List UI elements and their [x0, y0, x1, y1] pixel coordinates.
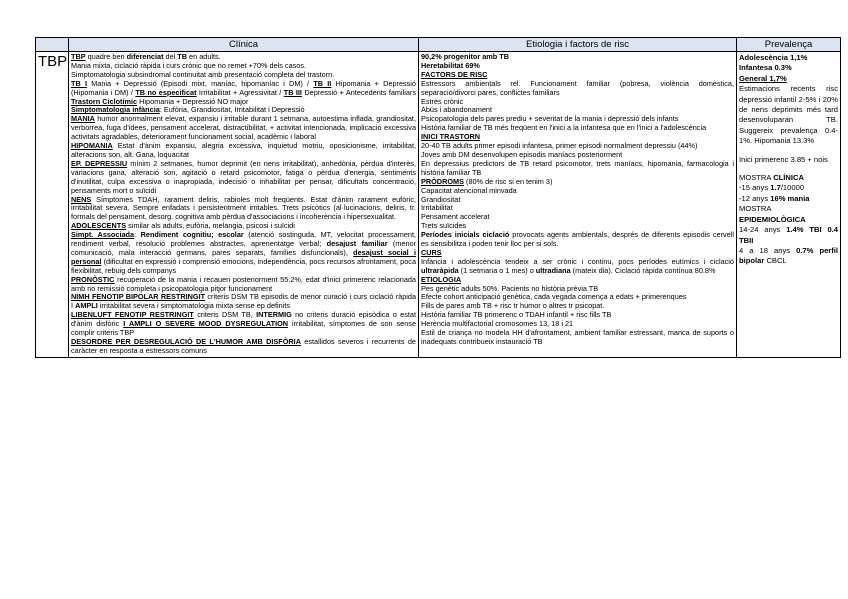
clinica-text: : Eufòria, Grandiositat, Irritabilitat i Depressió	[159, 105, 305, 115]
clinica-emphasis: TB no especificat	[135, 87, 197, 97]
prevalenca-text: Estimacions recents risc depressió infantil 2-5% i 20% de nens deprimits més tard desenvoluparan TB. Suggereix prevalença 0.4-1%. Hipomania 13.3%	[739, 84, 838, 146]
clinica-text: :	[134, 230, 141, 240]
etiologia-paragraph	[421, 187, 734, 196]
etiologia-text: Trets suïcides	[421, 221, 467, 231]
clinica-paragraph	[71, 311, 416, 338]
etiologia-text: Infància i adolescència tendeix a ser crònic i continu, pocs períodes eutímics i ciclació	[421, 256, 734, 266]
prevalenca-text: CBCL	[764, 256, 787, 266]
clinica-emphasis: HIPOMANIA	[71, 141, 113, 151]
clinica-text: recuperació de la mania i recauen posteriorment 55.2%, edat d'inici primerenc relacionada amb no remissió completa i psicopatologia pitjor funcionament	[71, 274, 416, 293]
clinica-emphasis: TB I	[71, 78, 87, 88]
prevalenca-paragraph	[739, 74, 838, 84]
prevalenca-paragraph	[739, 204, 838, 214]
etiologia-text: En depressius predictors de TB retard psicomotor, trets maníacs, hipomania, farmacologia i història familiar TB	[421, 158, 734, 177]
clinica-emphasis: NIMH FENOTIP BIPOLAR RESTRINGIT	[71, 292, 206, 302]
clinica-paragraph	[71, 80, 416, 107]
prevalenca-text: MOSTRA	[739, 204, 772, 214]
prevalenca-text: 14-24 anys	[739, 225, 787, 235]
etiologia-text: Pes genètic adults 50%. Pacients no història prèvia TB	[421, 283, 599, 293]
prevalenca-paragraph	[739, 215, 838, 225]
prevalenca-text: Inici primerenc 3.85 + nois	[739, 154, 828, 164]
clinica-text: Simptomatologia subsindromal continuitat amb presentació completa del trastorn.	[71, 69, 335, 79]
clinica-paragraph	[71, 276, 416, 294]
clinica-emphasis: Simptomatologia infància	[71, 105, 160, 115]
clinica-text: Mania + Depressió (Episodi mixt, maníac, hipomaníac i DM) /	[86, 78, 314, 88]
clinica-emphasis: TB II	[313, 78, 332, 88]
clinica-text: en adults.	[187, 52, 221, 61]
header-empty	[36, 38, 69, 52]
clinica-text: Mania mixta, ciclació ràpida i curs crònic que no remet +70% dels casos.	[71, 60, 307, 70]
etiologia-emphasis: CURS	[421, 247, 442, 257]
clinica-emphasis: NENS	[71, 194, 92, 204]
clinica-text: Irritabilitat + Agressivitat /	[196, 87, 284, 97]
prevalenca-emphasis: 1.7	[770, 183, 781, 193]
clinica-text: Depressió + Antecedents familiars	[301, 87, 417, 97]
prevalenca-emphasis: Infantesa 0.3%	[739, 63, 792, 73]
etiologia-emphasis: Heretabilitat 69%	[421, 60, 480, 70]
etiologia-text: Psicopatologia dels pares prediu + severitat de la mania i depressió dels infants	[421, 114, 679, 124]
prevalenca-emphasis: 0.7% perfil bipolar	[739, 245, 839, 266]
clinica-paragraph	[71, 160, 416, 196]
etiologia-text: Estrès crònic	[421, 96, 464, 106]
prevalenca-paragraph	[739, 225, 838, 246]
clinica-emphasis: Simpt. Associada	[71, 230, 135, 240]
prevalenca-paragraph	[739, 84, 838, 146]
etiologia-text: Estressors ambientals rel. Funcionament familiar (pobresa, violència domèstica, separació/divorci pares, conflictes familiars	[421, 78, 734, 97]
etiologia-text: Grandiositat	[421, 194, 461, 204]
etiologia-text: (1 setmana o 1 mes) o	[458, 265, 536, 275]
prevalenca-paragraph	[739, 147, 838, 155]
etiologia-text: Història familiar de TB més freqüent en l'inici a la infantesa que en l'inici a l'adolescència	[421, 123, 707, 133]
clinica-emphasis: TB III	[283, 87, 302, 97]
etiologia-emphasis: INICI TRASTORN	[421, 132, 481, 142]
clinica-paragraph	[71, 196, 416, 223]
clinica-text: irritabilitat, símptomes de son sense complir criteris TBP	[71, 319, 417, 338]
clinica-emphasis: TB	[177, 52, 188, 61]
clinica-emphasis: TBP	[71, 52, 86, 61]
clinica-text: del	[163, 52, 178, 61]
etiologia-paragraph	[421, 258, 734, 276]
prevalenca-emphasis: Adolescència 1,1%	[739, 53, 808, 62]
tbp-row	[36, 52, 841, 358]
etiologia-text: Efecte cohort anticipació genètica, cada vegada comença a edats + primerenques	[421, 292, 687, 302]
prevalenca-paragraph	[739, 246, 838, 267]
etiologia-emphasis: ultradiana	[535, 265, 571, 275]
prevalenca-text: -15 anys	[739, 183, 771, 193]
prevalenca-emphasis: 16% mania	[770, 193, 810, 203]
etiologia-text: (mateix dia). Ciclació ràpida contínua 80.8%	[570, 265, 716, 275]
clinica-emphasis: ADOLESCENTS	[71, 221, 127, 231]
etiologia-paragraph	[421, 196, 734, 205]
clinica-emphasis: INTERMIG	[256, 310, 292, 320]
clinica-emphasis: I AMPLI O SEVERE MOOD DYSREGULATION	[123, 319, 289, 329]
etiologia-emphasis: PRÒDROMS	[421, 176, 464, 186]
prevalenca-emphasis: EPIDEMIOLÒGICA	[739, 214, 806, 224]
clinica-emphasis: desajust social i personal	[71, 247, 416, 266]
prevalenca-text: -12 anys	[739, 193, 771, 203]
etiologia-text: Capacitat atencional minvada	[421, 185, 517, 195]
etiologia-paragraph	[421, 80, 734, 98]
header-prevalenca: Prevalença	[737, 38, 841, 52]
clinica-emphasis: desajust familiar	[326, 239, 388, 249]
header-row	[36, 38, 841, 52]
clinica-text: irritabilitat severa i simptomatologia mixta sense ep definits	[97, 301, 291, 311]
clinica-text: Hipomania + Depressió (Hipomania i DM) /	[71, 78, 416, 97]
clinica-text: (dificultat en expressió i comprensió emocions, independència, pocs recursos afrontament, poca flexibilitat, rebuig dels companys	[71, 256, 416, 275]
clinica-paragraph	[71, 231, 416, 276]
clinica-text: Símptomes TDAH, rarament deliris, rabioles molt freqüents. Estat d'ànim rarament eufòric, irritabilitat severa. Sempre enfadats i persistentment irritables. Trets psicòtics (al·lucinacions, deliris, tr. formals del pensament, desorg. cognitiva amb pèrdua d'associacions i incoherència i hipersexualitat.	[71, 194, 416, 222]
clinica-text: criteris DSM TB episodis de menor curació i curs ciclació ràpida I	[71, 292, 416, 311]
etiologia-text: Pensament accelerat	[421, 212, 490, 222]
clinica-text: no criteris duració episòdica o estat d'ànim disfòric	[71, 310, 417, 329]
etiologia-text: (80% de risc si en tenim 3)	[463, 176, 553, 186]
clinica-text: quadre ben	[85, 52, 127, 61]
etiologia-paragraph	[421, 231, 734, 249]
prevalenca-emphasis: General 1,7%	[739, 73, 787, 83]
prevalenca-paragraph	[739, 155, 838, 165]
clinica-text: (menor comunicació, mala interacció germans, pares separats, famílies disfuncionals),	[71, 239, 416, 257]
clinica-emphasis: DESORDRE PER DESREGULACIÓ DE L'HUMOR AMB DISFÒRIA	[71, 337, 301, 346]
clinica-text: (atenció sostinguda, MT, velocitat processament, rendiment verbal, resolució problemes abstractes, aprenentatge verbal;	[71, 230, 416, 249]
prevalenca-paragraph	[739, 63, 838, 73]
clinica-paragraph	[71, 142, 416, 160]
row-label: TBP	[36, 52, 69, 358]
clinica-text: Estat d'ànim expansiu, alegria excessiva, inquietud motriu, oposicionisme, irritabilitat, alteracions son, alt. Gana, loquacitat	[71, 141, 416, 159]
clinica-text: criteris DSM TB,	[193, 310, 257, 320]
prevalenca-paragraph	[739, 194, 838, 204]
etiologia-emphasis: ultraràpida	[421, 265, 459, 275]
etiologia-paragraph	[421, 329, 734, 347]
clinica-emphasis: AMPLI	[75, 301, 98, 311]
clinica-emphasis: diferenciat	[126, 52, 164, 61]
prevalenca-emphasis: CLÍNICA	[773, 173, 804, 183]
prevalenca-text: /10000	[780, 183, 805, 193]
clinica-text: humor anormalment elevat, expansiu i irritable durant 1 setmana, autoestima inflada, grandiositat, verborrea, fuga d'idees, pensament accelerat, distractibilitat, + activitat intencionada, implicació excessiva activitats agradables, deteriorament funcionament social, acadèmic i laboral	[71, 114, 416, 142]
clinica-text: mínim 2 setmanes, humor deprimit (en nens irritabilitat), anhedònia, pèrdua d'interès, variacions gana, alteració son, agitació o retard psicomotor, fatiga o pèrdua d'energia, sentiments d'inutilitat, culpa excessiva o inapropiada, indecisió o inhabilitat per pensar, dificultats concentració, pensaments mort o suïcidi	[71, 158, 416, 195]
prevalenca-paragraph	[739, 173, 838, 183]
clinica-emphasis: EP. DEPRESSIU	[71, 158, 128, 168]
etiologia-paragraph	[421, 213, 734, 222]
header-clinica: Clínica	[69, 38, 419, 52]
etiologia-text: Història familiar TB primerenc o TDAH infantil + risc fills TB	[421, 310, 612, 320]
etiologia-text: 20-40 TB adults primer episodi infantesa, primer episodi normalment depressiu (44%)	[421, 141, 698, 151]
etiologia-text: Irritabilitat	[421, 203, 453, 213]
prevalenca-text: 4 a 18 anys	[739, 245, 797, 255]
clinica-paragraph	[71, 293, 416, 311]
clinica-paragraph	[71, 338, 416, 356]
summary-table	[35, 37, 841, 358]
clinica-cell	[69, 52, 419, 358]
prevalenca-emphasis: 1.4% TBI 0.4 TBII	[739, 225, 838, 245]
clinica-emphasis: PRONÒSTIC	[71, 274, 115, 284]
prevalenca-paragraph	[739, 165, 838, 173]
clinica-paragraph	[71, 115, 416, 142]
etiologia-emphasis: ETIOLOGIA	[421, 274, 462, 284]
prevalenca-text: MOSTRA	[739, 173, 774, 183]
clinica-text: similar als adults, eufòria, melangia, psicosi i suïcidi	[126, 221, 295, 231]
etiologia-emphasis: 90,2% progenitor amb TB	[421, 52, 509, 61]
etiologia-text: Estil de criança no modela HH d'afrontament, ambient familiar estressant, manca de suports o inadequats contribueix instauració TB	[421, 328, 734, 346]
etiologia-text: Fills de pares amb TB + risc tr humor o altres tr psicopat.	[421, 301, 605, 311]
prevalenca-paragraph	[739, 53, 838, 63]
clinica-emphasis: Rendiment cognitiu; escolar	[140, 230, 244, 240]
etiologia-emphasis: FACTORS DE RISC	[421, 69, 488, 79]
etiologia-cell	[419, 52, 737, 358]
etiologia-paragraph	[421, 160, 734, 178]
etiologia-text: Herència multifactorial cromosomes 13, 18 i 21	[421, 319, 574, 329]
prevalenca-paragraph	[739, 183, 838, 193]
clinica-text: estallidos severos i recurrents de caràcter en resposta a estressors comuns	[71, 337, 416, 355]
clinica-emphasis: LIBENLUFT FENOTIP RESTRINGIT	[71, 310, 194, 320]
clinica-emphasis: Trastorn Ciclotímic	[71, 96, 138, 106]
etiologia-text: provocats agents ambientals, després de diferents episodis cervell es sensibilitza i poden tenir lloc per si sols.	[421, 230, 734, 249]
etiologia-text: Abús i abandonament	[421, 105, 492, 115]
header-etiologia: Etiologia i factors de risc	[419, 38, 737, 52]
etiologia-emphasis: Períodes inicials ciclació	[421, 230, 510, 240]
etiologia-text: Joves amb DM desenvolupen episodis maníacs posteriorment	[421, 149, 623, 159]
clinica-emphasis: MANIA	[71, 114, 95, 124]
clinica-text: Hipomania + Depressió NO major	[137, 96, 249, 106]
prevalenca-cell	[737, 52, 841, 358]
